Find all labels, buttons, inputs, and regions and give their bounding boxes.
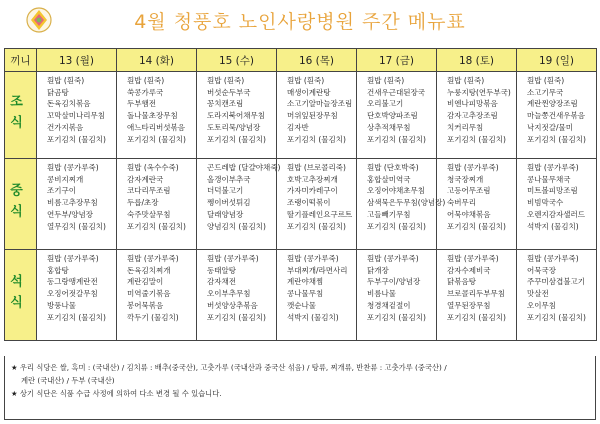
menu-item: 흰밥 (흰죽) (207, 76, 245, 85)
menu-item: 닭볶음탕 (447, 277, 476, 287)
menu-item: 포기김치 (물김치) (47, 312, 106, 322)
menu-item: 쑥콩가루국 (127, 87, 164, 97)
menu-item: 마늘쫑건새우볶음 (527, 111, 585, 121)
meal-row (5, 250, 597, 341)
menu-item: 동태알탕 (207, 265, 236, 275)
menu-item: 포기김치 (물김치) (527, 312, 586, 322)
menu-cell (117, 250, 197, 341)
menu-item: 감자수제비국 (447, 265, 491, 275)
menu-item: 석박지 (물김치) (287, 312, 339, 322)
menu-item: 오징어야채초무침 (367, 186, 425, 196)
menu-item: 흰밥 (콩가루죽) (287, 254, 339, 263)
header-day: 14 (화) (117, 49, 197, 72)
menu-item: 돈육김치찌개 (127, 265, 171, 275)
menu-item: 흰밥 (브로콜리죽) (287, 163, 346, 172)
menu-item: 도토리묵/양념장 (207, 122, 261, 132)
menu-item: 딸기플레인요구르트 (287, 209, 353, 219)
menu-cell (37, 159, 117, 250)
menu-item: 상추적채무침 (367, 122, 411, 132)
header-day: 16 (목) (277, 49, 357, 72)
menu-item: 석박지 (물김치) (527, 221, 579, 231)
menu-item: 흰밥 (옥수수죽) (127, 163, 179, 172)
menu-item: 포기김치 (물김치) (367, 221, 426, 231)
menu-item: 낙지젓갈/물미 (527, 122, 573, 132)
menu-item: 닭곰탕 (47, 87, 69, 97)
menu-table (4, 48, 597, 341)
menu-item: 비름나물 (367, 289, 396, 299)
menu-item: 미트볼피망조림 (527, 186, 578, 196)
menu-item: 곤드레밥 (달걀야채죽) (207, 163, 281, 172)
menu-item: 버섯양상추볶음 (207, 300, 258, 310)
menu-item: 돌나물초장무침 (127, 111, 178, 121)
menu-item: 포기김치 (물김치) (447, 312, 506, 322)
menu-item: 올갱이부추국 (207, 174, 251, 184)
menu-cell (437, 159, 517, 250)
menu-item: 머위잎된장무침 (287, 111, 338, 121)
menu-item: 숙버무리 (447, 198, 476, 208)
meal-row (5, 72, 597, 159)
title-bar (0, 0, 600, 40)
menu-item: 포기김치 (물김치) (127, 221, 186, 231)
menu-cell (277, 72, 357, 159)
menu-cell (197, 159, 281, 250)
menu-cell (117, 159, 197, 250)
menu-cell (437, 250, 517, 341)
menu-item: 맛살전 (527, 289, 549, 299)
menu-item: 연두부/양념장 (47, 209, 93, 219)
menu-item: 고들빼기무침 (367, 209, 411, 219)
menu-item: 단호박양파조림 (367, 111, 418, 121)
header-row (5, 49, 597, 72)
menu-item: 흰밥 (흰죽) (367, 76, 405, 85)
menu-item: 호박고추장찌개 (287, 174, 338, 184)
menu-item: 쩽이버섯튀김 (207, 198, 251, 208)
menu-item: 달래양념장 (207, 209, 244, 219)
meal-row (5, 159, 597, 250)
meal-label: 석식 (7, 274, 22, 316)
menu-item: 포기김치 (물김치) (367, 312, 426, 322)
menu-item: 브로콜리두부무침 (447, 289, 505, 299)
menu-item: 돈육김치볶음 (47, 99, 91, 109)
menu-item: 닭개장 (367, 265, 389, 275)
menu-item: 가자미카레구이 (287, 186, 338, 196)
header-day: 19 (일) (517, 49, 597, 72)
menu-item: 비엔나피망볶음 (447, 99, 498, 109)
menu-item: 양념김치 (물김치) (207, 221, 266, 231)
menu-item: 오이무침 (527, 300, 556, 310)
page-title: 4월 청풍호 노인사랑병원 주간 메뉴표 (134, 11, 466, 33)
menu-cell (517, 250, 597, 341)
menu-item: 누룽지탕(연두부국) (447, 87, 511, 97)
menu-item: 방풍나물 (47, 300, 76, 310)
menu-item: 감자고추장조림 (447, 111, 498, 121)
menu-item: 흰밥 (콩가루죽) (447, 163, 499, 172)
menu-item: 흰밥 (흰죽) (127, 76, 165, 85)
menu-cell (197, 72, 277, 159)
menu-item: 비름고추장무침 (47, 198, 98, 208)
menu-item: 주꾸미삼겹불고기 (527, 277, 585, 287)
menu-item: 포기김치 (물김치) (287, 134, 346, 144)
menu-item: 포기김치 (물김치) (447, 134, 506, 144)
menu-item: 어묵국장 (527, 265, 556, 275)
menu-item: 흰밥 (흰죽) (447, 76, 485, 85)
menu-cell (357, 72, 437, 159)
menu-item: 매생이계란탕 (287, 87, 331, 97)
menu-cell (517, 72, 597, 159)
menu-item: 포기김치 (물김치) (127, 134, 186, 144)
menu-item: 흰밥 (콩가루죽) (207, 254, 259, 263)
note-origin: ★ 우리 식당은 쌀, 흑미 : (국내산) / 김치류 : 배추(중국산), 고춧가루 (국내산과 중국산 섞음) / 탕류, 찌개류, 반찬류 : 고춧가루 (중국산) / (11, 363, 447, 372)
menu-item: 숙주맛살무침 (127, 209, 171, 219)
menu-cell (37, 250, 117, 341)
menu-item: 흰밥 (콩가루죽) (47, 254, 99, 263)
menu-item: 청국장찌개 (447, 174, 484, 184)
menu-item: 두부햄전 (127, 99, 156, 109)
meal-label-cell (5, 250, 37, 341)
menu-item: 콩비지찌개 (47, 174, 84, 184)
menu-cell (37, 72, 117, 159)
header-corner: 끼니 (5, 49, 37, 72)
menu-item: 코다리무조림 (127, 186, 171, 196)
menu-item: 김자반 (287, 122, 309, 132)
menu-item: 깍두기 (물김치) (127, 312, 179, 322)
menu-item: 흰밥 (콩가루죽) (127, 254, 179, 263)
menu-item: 포기김치 (물김치) (207, 312, 266, 322)
menu-item: 더덕불고기 (207, 186, 244, 196)
menu-item: 오이부추무침 (207, 289, 251, 299)
menu-item: 콩나물무채국 (527, 174, 571, 184)
menu-item: 애느타리버섯볶음 (127, 122, 185, 132)
menu-cell (437, 72, 517, 159)
note-origin-cont: 계란 (국내산) / 두부 (국내산) (21, 376, 115, 385)
menu-cell (197, 250, 277, 341)
menu-cell (277, 159, 357, 250)
menu-item: 미역줄기볶음 (127, 289, 171, 299)
menu-item: 흰밥 (콩가루죽) (527, 254, 579, 263)
menu-item: 버섯순두부국 (207, 87, 251, 97)
menu-item: 청경채겉절이 (367, 300, 411, 310)
menu-item: 흰밥 (흰죽) (287, 76, 325, 85)
menu-item: 고등어무조림 (447, 186, 491, 196)
menu-item: 두부구이/양념장 (367, 277, 421, 287)
menu-item: 감자계란국 (127, 174, 164, 184)
menu-cell (117, 72, 197, 159)
menu-item: 부대찌개/라면사리 (287, 265, 348, 275)
meal-label: 중식 (7, 183, 22, 225)
meal-label-cell (5, 72, 37, 159)
menu-item: 비빔막국수 (527, 198, 564, 208)
menu-item: 흰밥 (콩가루죽) (47, 163, 99, 172)
menu-item: 흰밥 (흰죽) (47, 76, 85, 85)
header-day: 13 (월) (37, 49, 117, 72)
note-change: ★ 상기 식단은 식품 수급 사정에 의하여 다소 변경 될 수 있습니다. (11, 389, 222, 398)
menu-item: 봉어묵볶음 (127, 300, 164, 310)
menu-item: 포기김치 (물김치) (447, 221, 506, 231)
menu-item: 오징어젓갈무침 (47, 289, 98, 299)
menu-item: 조기구이 (47, 186, 76, 196)
menu-item: 계란찐양장조림 (527, 99, 578, 109)
menu-item: 홍합살미역국 (367, 174, 411, 184)
menu-cell (357, 159, 446, 250)
menu-item: 열무된장무침 (447, 300, 491, 310)
notes-footer (4, 356, 596, 420)
meal-label-cell (5, 159, 37, 250)
menu-cell (517, 159, 597, 250)
menu-item: 도라지북어채무침 (207, 111, 265, 121)
menu-item: 흰밥 (콩가루죽) (367, 254, 419, 263)
menu-cell (357, 250, 437, 341)
menu-item: 콩나물무침 (287, 289, 324, 299)
menu-item: 포기김치 (물김치) (367, 134, 426, 144)
menu-item: 흰밥 (콩가루죽) (527, 163, 579, 172)
menu-item: 깻순나물 (287, 300, 316, 310)
menu-item: 포기김치 (물김치) (527, 134, 586, 144)
menu-item: 흰밥 (콩가루죽) (447, 254, 499, 263)
menu-item: 꼬막살미나리무침 (47, 111, 105, 121)
meal-label: 조식 (7, 94, 22, 136)
menu-item: 조랭이떡볶이 (287, 198, 331, 208)
header-day: 18 (토) (437, 49, 517, 72)
menu-item: 소고기무국 (527, 87, 564, 97)
menu-item: 계란김말이 (127, 277, 164, 287)
menu-item: 포기김치 (물김치) (287, 221, 346, 231)
header-day: 15 (수) (197, 49, 277, 72)
header-day: 17 (금) (357, 49, 437, 72)
menu-item: 소고기알마늘장조림 (287, 99, 353, 109)
menu-item: 포기김치 (물김치) (207, 134, 266, 144)
menu-item: 꽁치캔조림 (207, 99, 244, 109)
menu-item: 치커리무침 (447, 122, 484, 132)
menu-item: 흰밥 (단호박죽) (367, 163, 419, 172)
menu-item: 오렌지감자샐러드 (527, 209, 585, 219)
menu-item: 계란야채찜 (287, 277, 324, 287)
menu-item: 두릅/초장 (127, 198, 159, 208)
menu-item: 건가지볶음 (47, 122, 84, 132)
menu-item: 오리불고기 (367, 99, 404, 109)
menu-item: 어묵야채볶음 (447, 209, 491, 219)
menu-item: 동그랑땡계란전 (47, 277, 98, 287)
menu-item: 열무김치 (물김치) (47, 221, 106, 231)
menu-cell (277, 250, 357, 341)
menu-item: 삼색묵은두무침(양념장) (367, 198, 446, 208)
menu-item: 홍합탕 (47, 265, 69, 275)
menu-item: 흰밥 (흰죽) (527, 76, 565, 85)
menu-item: 감자채전 (207, 277, 236, 287)
menu-item: 포기김치 (물김치) (47, 134, 106, 144)
menu-item: 건새우근대된장국 (367, 87, 425, 97)
